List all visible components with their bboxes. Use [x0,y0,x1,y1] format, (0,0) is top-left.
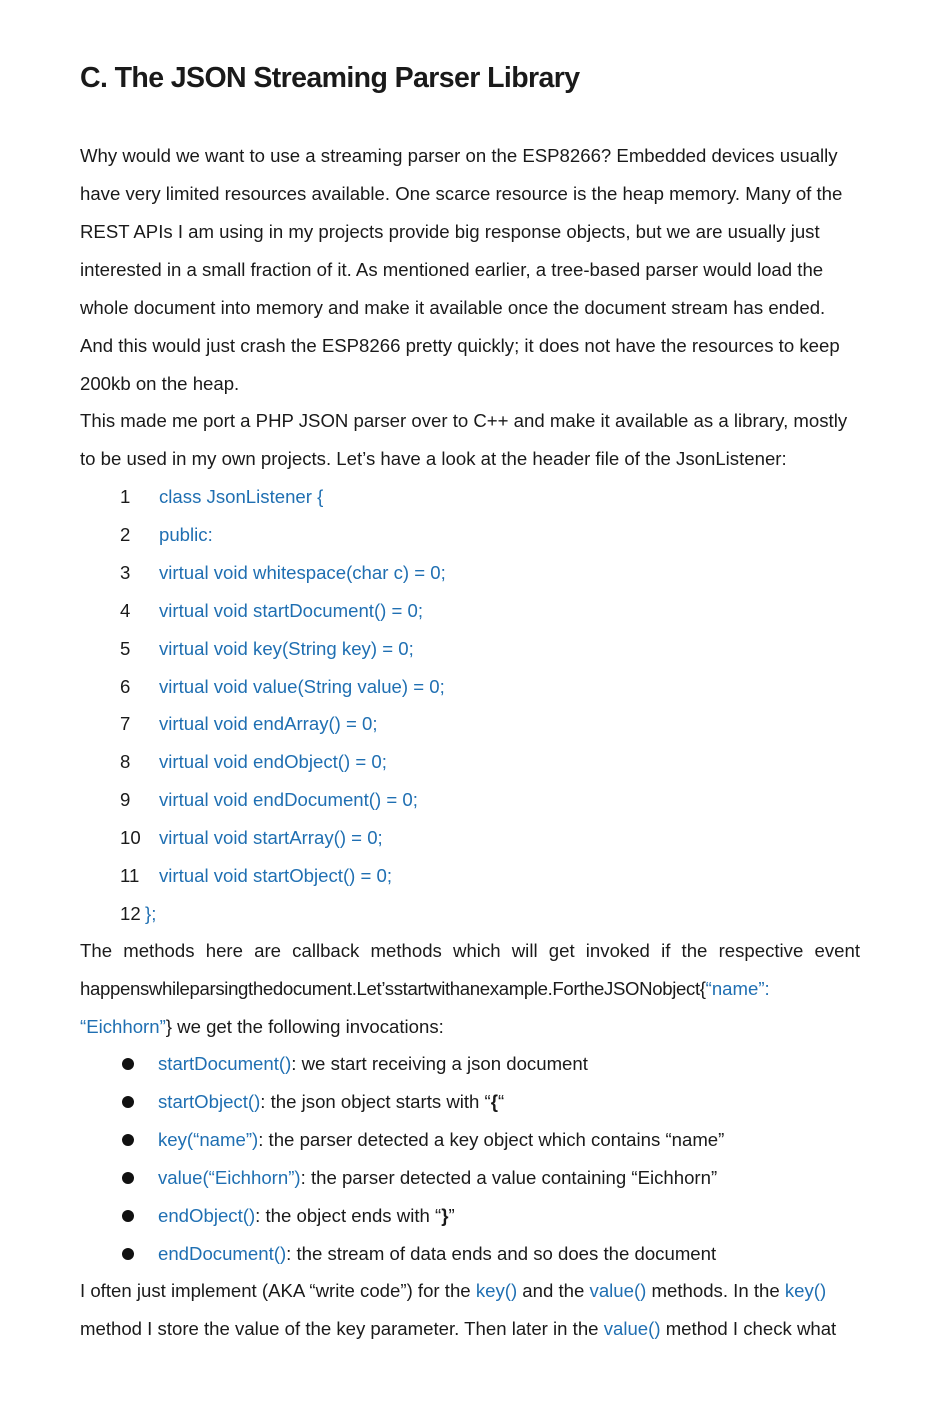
code-text: public: [159,524,213,545]
outro-text: and the [517,1280,590,1301]
inline-code: startDocument() [158,1053,292,1074]
line-number: 10 [120,827,141,848]
strong-text: Eichhorn [637,1167,711,1188]
line-number: 12 [120,903,141,924]
inline-code: value() [603,1318,661,1339]
list-item-text [158,1121,724,1159]
item-description: : the stream of data ends and so does the document [286,1243,717,1264]
item-description: : we start receiving a json document [291,1053,588,1074]
outro-text: ”) for the [400,1280,476,1301]
outro-line-2 [80,1310,836,1348]
line-number: 8 [120,751,131,772]
line-number: 3 [120,562,131,583]
intro-line-6: And this would just crash the ESP8266 pretty quickly; it does not have the resources to keep [80,335,840,356]
code-text: virtual void endObject() = 0; [159,751,387,772]
code-text: virtual void value(String value) = 0; [159,676,445,697]
bullet-icon [122,1134,134,1146]
explain-line-3 [80,1008,444,1046]
inline-code: “Eichhorn” [80,1016,166,1037]
line-number: 6 [120,676,131,697]
inline-code: endObject() [158,1205,256,1226]
code-text: virtual void startObject() = 0; [159,865,393,886]
strong-text: write code [315,1280,401,1301]
code-text: virtual void endDocument() = 0; [159,789,418,810]
code-text: class JsonListener { [159,486,324,507]
intro-line-8: This made me port a PHP JSON parser over to C++ and make it available as a library, mostly [80,410,848,431]
line-number: 11 [120,865,140,886]
bullet-icon [122,1248,134,1260]
item-tail: ” [448,1205,455,1226]
intro-line-7: 200kb on the heap. [80,373,240,394]
intro-line-4: interested in a small fraction of it. As mentioned earlier, a tree-based parser would load the [80,259,824,280]
inline-code: key() [475,1280,518,1301]
item-tail: ” [718,1129,725,1150]
line-number: 1 [120,486,131,507]
intro-line-3: REST APIs I am using in my projects provide big response objects, but we are usually just [80,221,820,242]
bullet-icon [122,1210,134,1222]
intro-line-5: whole document into memory and make it available once the document stream has ended. [80,297,826,318]
inline-code: key() [784,1280,827,1301]
outro-text: method I store the value of the key parameter. Then later in the [80,1318,604,1339]
code-text: }; [145,903,157,924]
outro-text: I often just implement (AKA “ [80,1280,316,1301]
inline-code: value() [589,1280,647,1301]
intro-line-2: have very limited resources available. One scarce resource is the heap memory. Many of the [80,183,843,204]
section-heading: C. The JSON Streaming Parser Library [80,62,580,94]
intro-line-1: Why would we want to use a streaming parser on the ESP8266? Embedded devices usually [80,145,838,166]
explain-text: happenswhileparsingthedocument.Let’sstartwithanexample.FortheJSONobject{ [80,978,706,999]
inline-code: key(“name”) [158,1129,259,1150]
item-description: : the object ends with “ [255,1205,442,1226]
line-number: 5 [120,638,131,659]
inline-code: endDocument() [158,1243,287,1264]
code-text: virtual void startArray() = 0; [159,827,383,848]
code-text: virtual void startDocument() = 0; [159,600,424,621]
bullet-icon [122,1058,134,1070]
explain-line-2 [80,970,770,1008]
item-description: : the parser detected a value containing “ [300,1167,638,1188]
inline-code: value(“Eichhorn”) [158,1167,301,1188]
outro-text: methods. In the [646,1280,785,1301]
list-item-text [158,1083,504,1121]
code-text: virtual void key(String key) = 0; [159,638,414,659]
list-item-text [158,1197,455,1235]
line-number: 2 [120,524,131,545]
outro-line-1 [80,1272,826,1310]
explain-line-1: The methods here are callback methods which will get invoked if the respective event [80,940,860,961]
inline-code: startObject() [158,1091,261,1112]
item-description: : the parser detected a key object which contains “ [258,1129,672,1150]
list-item-text [158,1235,716,1273]
code-text: virtual void whitespace(char c) = 0; [159,562,446,583]
line-number: 4 [120,600,131,621]
list-item-text [158,1045,588,1083]
inline-code: “name”: [705,978,770,999]
bullet-icon [122,1172,134,1184]
code-text: virtual void endArray() = 0; [159,713,378,734]
line-number: 7 [120,713,131,734]
strong-text: name [671,1129,719,1150]
strong-text: { [490,1091,498,1112]
line-number: 9 [120,789,131,810]
item-tail: ” [710,1167,718,1188]
outro-text: method I check what [660,1318,837,1339]
strong-text: } [441,1205,449,1226]
bullet-icon [122,1096,134,1108]
list-item-text [158,1159,717,1197]
explain-text: } we get the following invocations: [165,1016,444,1037]
intro-line-9: to be used in my own projects. Let’s have a look at the header file of the JsonListener: [80,448,787,469]
item-tail: “ [498,1091,505,1112]
item-description: : the json object starts with “ [260,1091,491,1112]
